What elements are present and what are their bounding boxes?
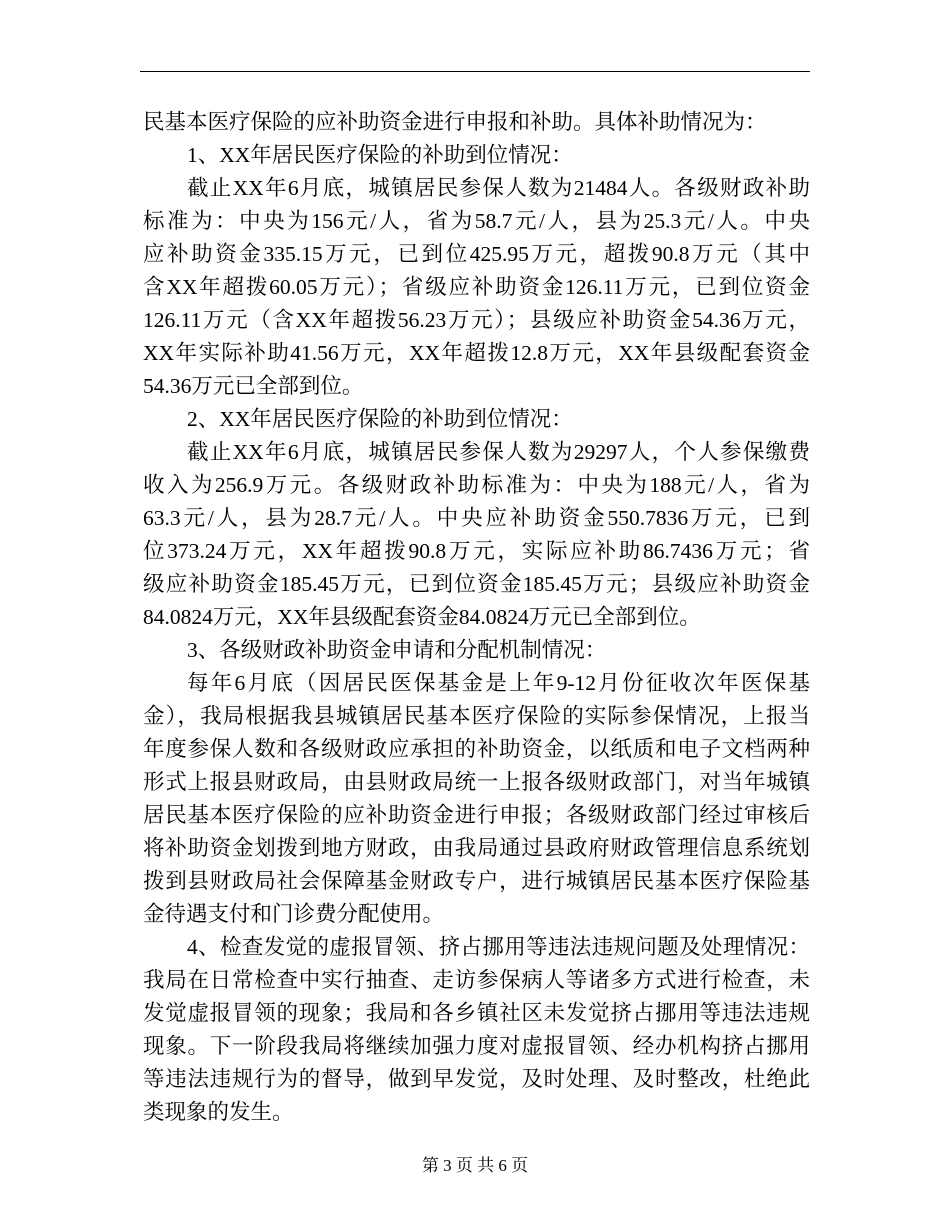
text-line: 126.11万元（含XX年超拨56.23万元）；县级应补助资金54.36万元，: [143, 308, 810, 332]
text-line: 1、XX年居民医疗保险的补助到位情况：: [187, 143, 573, 167]
paragraph: [143, 931, 810, 1129]
text-line: 发觉虚报冒领的现象；我局和各乡镇社区未发觉挤占挪用等违法违规: [143, 1001, 810, 1025]
text-line: 居民基本医疗保险的应补助资金进行申报；各级财政部门经过审核后: [143, 803, 810, 827]
text-line: 金），我局根据我县城镇居民基本医疗保险的实际参保情况，上报当: [143, 704, 810, 728]
text-line: 将补助资金划拨到地方财政，由我局通过县政府财政管理信息系统划: [143, 836, 810, 860]
paragraph: [143, 436, 810, 634]
text-line: 民基本医疗保险的应补助资金进行申报和补助。具体补助情况为：: [143, 110, 767, 134]
text-line: 截止XX年6月底，城镇居民参保人数为29297人，个人参保缴费: [187, 440, 810, 464]
section-heading: [143, 634, 810, 667]
text-line: 级应补助资金185.45万元，已到位资金185.45万元；县级应补助资金: [143, 572, 810, 596]
text-line: 含XX年超拨60.05万元）；省级应补助资金126.11万元，已到位资金: [143, 275, 810, 299]
text-line: 4、检查发觉的虚报冒领、挤占挪用等违法违规问题及处理情况：: [187, 935, 810, 959]
text-line: 我局在日常检查中实行抽查、走访参保病人等诸多方式进行检查，未: [143, 968, 810, 992]
document-body: [143, 106, 810, 1129]
text-line: 拨到县财政局社会保障基金财政专户，进行城镇居民基本医疗保险基: [143, 869, 810, 893]
text-line: 等违法违规行为的督导，做到早发觉，及时处理、及时整改，杜绝此: [143, 1067, 810, 1091]
text-line: 类现象的发生。: [143, 1100, 294, 1124]
text-line: 收入为256.9万元。各级财政补助标准为：中央为188元/人，省为: [143, 473, 810, 497]
text-line: 标准为：中央为156元/人，省为58.7元/人，县为25.3元/人。中央: [143, 209, 810, 233]
text-line: 位373.24万元，XX年超拨90.8万元，实际应补助86.7436万元；省: [143, 539, 810, 563]
text-line: 63.3元/人，县为28.7元/人。中央应补助资金550.7836万元，已到: [143, 506, 810, 530]
paragraph: [143, 106, 810, 139]
text-line: 形式上报县财政局，由县财政局统一上报各级财政部门，对当年城镇: [143, 770, 810, 794]
section-heading: [143, 139, 810, 172]
text-line: 84.0824万元，XX年县级配套资金84.0824万元已全部到位。: [143, 605, 701, 629]
paragraph: [143, 172, 810, 403]
text-line: 54.36万元已全部到位。: [143, 374, 364, 398]
text-line: 2、XX年居民医疗保险的补助到位情况：: [187, 407, 573, 431]
text-line: 每年6月底（因居民医保基金是上年9-12月份征收次年医保基: [187, 671, 810, 695]
text-line: XX年实际补助41.56万元，XX年超拨12.8万元，XX年县级配套资金: [143, 341, 810, 365]
text-line: 截止XX年6月底，城镇居民参保人数为21484人。各级财政补助: [187, 176, 810, 200]
section-heading: [143, 403, 810, 436]
header-rule: [140, 71, 810, 72]
page-number-footer: 第 3 页 共 6 页: [421, 1156, 529, 1175]
text-line: 金待遇支付和门诊费分配使用。: [143, 902, 445, 926]
text-line: 现象。下一阶段我局将继续加强力度对虚报冒领、经办机构挤占挪用: [143, 1034, 810, 1058]
text-line: 应补助资金335.15万元，已到位425.95万元，超拨90.8万元（其中: [143, 242, 810, 266]
text-line: 年度参保人数和各级财政应承担的补助资金，以纸质和电子文档两种: [143, 737, 810, 761]
text-line: 3、各级财政补助资金申请和分配机制情况：: [187, 638, 607, 662]
paragraph: [143, 667, 810, 931]
